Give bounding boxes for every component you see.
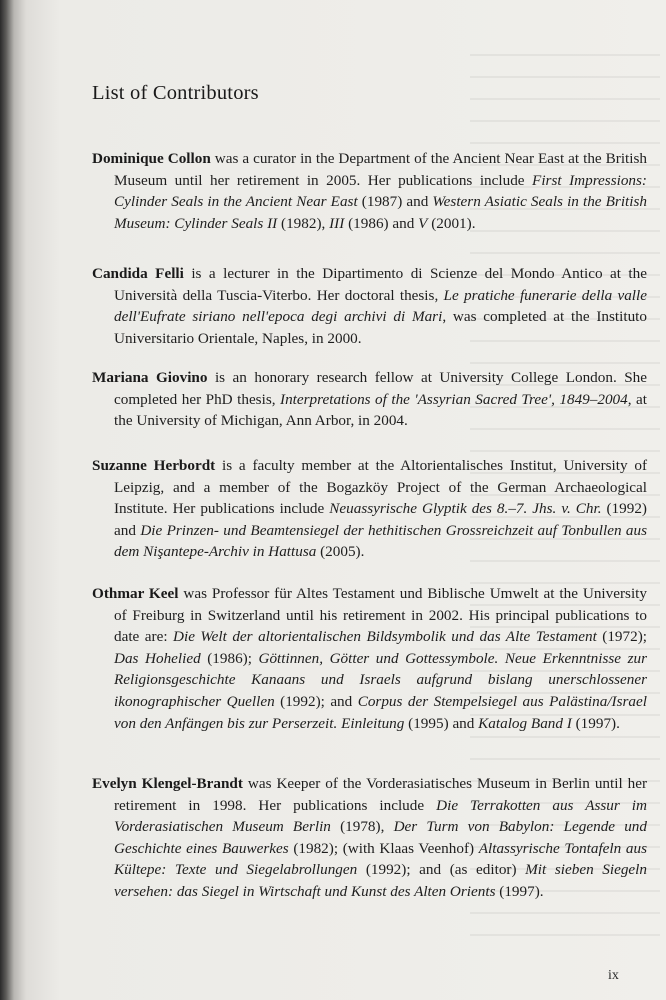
bio-text: (1987) and: [357, 193, 433, 211]
bio-text: (1982),: [277, 214, 330, 232]
publication-title: Altassyrische Tontafeln aus Kültepe: Texte und Siegelabrollungen: [114, 839, 647, 879]
contributor-bio: [114, 265, 647, 347]
publication-title: Neuassyrische Glyptik des 8.–7. Jhs. v. Chr.: [329, 500, 602, 518]
bio-text: (1978),: [330, 818, 394, 836]
bio-text: was Professor für Altes Testament und Biblische Umwelt at the University of Freiburg in Switzerland until his retirement in 2002. His principal publications to date are:: [114, 585, 647, 646]
bio-text: (1995) and: [404, 714, 479, 732]
publication-title: Western Asiatic Seals in the British Museum: Cylinder Seals II: [114, 193, 647, 232]
publication-title: First Impressions: Cylinder Seals in the Ancient Near East: [114, 171, 647, 211]
bio-text: (1982); (with Klaas Veenhof): [288, 839, 479, 857]
bio-text: (1992); and: [274, 692, 358, 710]
contributor-name: Mariana Giovino: [92, 369, 208, 386]
contributor-name: Dominique Collon: [92, 150, 211, 167]
bio-text: , at the University of Michigan, Ann Arbor, in 2004.: [114, 390, 647, 430]
bio-text: (1992) and: [114, 500, 647, 539]
contributor-name: Othmar Keel: [92, 585, 179, 602]
page-title: List of Contributors: [92, 82, 259, 104]
bio-text: , was completed at the Instituto Universitario Orientale, Naples, in 2000.: [114, 308, 647, 347]
contributor-entry: [92, 773, 647, 903]
publication-title: Die Welt der altorientalischen Bildsymbolik und das Alte Testament: [173, 628, 597, 646]
contributor-entry: [92, 367, 647, 432]
publication-title: Die Prinzen- und Beamtensiegel der hethitischen Grossreichzeit auf Tonbullen aus dem Nişantepe-Archiv in Hattusa: [114, 521, 648, 561]
publication-title: Le pratiche funerarie della valle dell'Eufrate siriano nell'epoca degi archivi di Mari: [114, 286, 647, 326]
contributor-entry: [92, 455, 647, 563]
publication-title: III: [329, 214, 345, 232]
publication-title: Die Terrakotten aus Assur im Vorderasiatischen Museum Berlin: [114, 796, 647, 836]
contributor-name: Evelyn Klengel-Brandt: [92, 775, 243, 792]
bio-text: (1986) and: [344, 214, 419, 232]
bio-text: (1997).: [495, 882, 544, 900]
publication-title: V: [418, 214, 428, 232]
bio-text: (1986);: [200, 649, 259, 667]
publication-title: Interpretations of the 'Assyrian Sacred Tree', 1849–2004: [280, 390, 628, 408]
publication-title: Das Hohelied: [114, 649, 201, 667]
bio-text: (2001).: [427, 214, 476, 232]
contributor-bio: [114, 775, 647, 900]
contributor-entry: [92, 583, 647, 734]
bio-text: was Keeper of the Vorderasiatisches Museum in Berlin until her retirement in 1998. Her publications include: [114, 775, 648, 814]
contributor-entry: [92, 148, 647, 234]
contributor-entry: [92, 263, 647, 349]
bio-text: was a curator in the Department of the Ancient Near East at the British Museum until her retirement in 2005. Her publications include: [114, 150, 647, 189]
contributor-bio: [114, 585, 647, 732]
page-number: ix: [608, 968, 619, 983]
publication-title: Corpus der Stempelsiegel aus Palästina/Israel von den Anfängen bis zur Perserzeit. Einleitung: [114, 692, 647, 732]
bio-text: is a faculty member at the Altorientalisches Institut, University of Leipzig, and a member of the Bogazköy Project of the German Archaeological Institute. Her publications include: [114, 457, 647, 518]
publication-title: Der Turm von Babylon: Legende und Geschichte eines Bauwerkes: [114, 818, 647, 857]
publication-title: Mit sieben Siegeln versehen: das Siegel in Wirtschaft und Kunst des Alten Orients: [114, 861, 647, 900]
bio-text: (1997).: [571, 714, 620, 732]
bio-text: (1992); and (as editor): [357, 861, 526, 879]
publication-title: Göttinnen, Götter und Gottessymbole. Neue Erkenntnisse zur Religionsgeschichte Kanaans und Israels aufgrund bislang unerschlossener ikonographischer Quellen: [114, 649, 647, 710]
bio-text: is an honorary research fellow at University College London. She completed her PhD thesis,: [114, 369, 647, 408]
publication-title: Katalog Band I: [478, 714, 572, 732]
bio-text: (2005).: [316, 543, 365, 561]
contributor-name: Suzanne Herbordt: [92, 457, 216, 474]
bio-text: is a lecturer in the Dipartimento di Scienze del Mondo Antico at the Università della Tuscia-Viterbo. Her doctoral thesis,: [114, 265, 647, 304]
bio-text: (1972);: [596, 628, 647, 646]
contributor-name: Candida Felli: [92, 265, 184, 282]
